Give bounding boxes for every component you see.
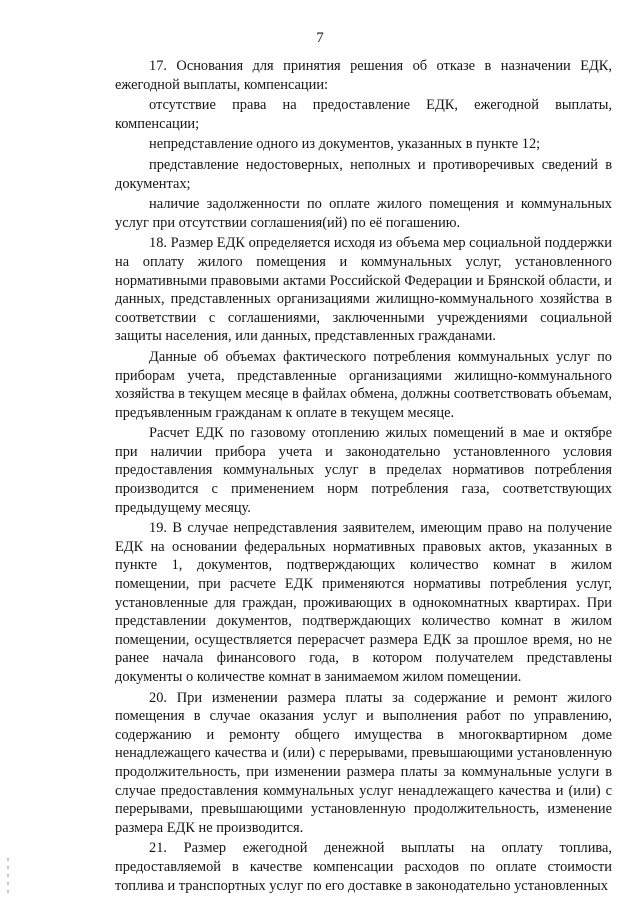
paragraph-18-consumption-data: Данные об объемах фактического потребления коммунальных услуг по приборам учета, представленные организациями жилищно-коммунального хозяйства в текущем месяце в файлах обмена, должны соответствовать объемам, предъявленным гражданам к оплате в текущем месяце. bbox=[115, 348, 612, 421]
paragraph-19: 19. В случае непредставления заявителем, имеющим право на получение ЕДК на основании федеральных нормативных правовых актов, указанных в пункте 1, документов, подтверждающих количество комнат в жилом помещении, при расчете ЕДК применяются нормативы потребления услуг, установленные для граждан, проживающих в однокомнатных квартирах. При представлении документов, подтверждающих количество комнат в жилом помещении, осуществляется перерасчет размера ЕДК за прошлое время, но не ранее начала финансового года, в котором получателем представлены документы о количестве комнат в занимаемом жилом помещении. bbox=[115, 520, 612, 685]
paragraph-17-item-1: отсутствие права на предоставление ЕДК, ежегодной выплаты, компенсации; bbox=[115, 97, 612, 132]
body-text bbox=[115, 57, 612, 895]
paragraph-17-item-3: представление недостоверных, неполных и противоречивых сведений в документах; bbox=[115, 156, 612, 192]
page-number: 7 bbox=[316, 30, 324, 46]
paragraph-17-item-4: наличие задолженности по оплате жилого помещения и коммунальных услуг при отсутствии соглашения(ий) по её погашению. bbox=[115, 196, 612, 231]
paragraph-18: 18. Размер ЕДК определяется исходя из объема мер социальной поддержки на оплату жилого помещения и коммунальных услуг, установленного нормативными правовыми актами Российской Федерации и Брянской области, и данных, представленных организациями жилищно-коммунального хозяйства в соответствии с соглашениями, заключенными учреждениями социальной защиты населения, или данных, представленных гражданами. bbox=[115, 235, 612, 345]
paragraph-20: 20. При изменении размера платы за содержание и ремонт жилого помещения в случае оказания услуг и выполнения работ по управлению, содержанию и ремонту общего имущества в многоквартирном доме ненадлежащего качества и (или) с перерывами, превышающими установленную продолжительность, при изменении размера платы за коммунальные услуги в случае предоставления коммунальных услуг ненадлежащего качества и (или) с перерывами, превышающими установленную продолжительность, изменение размера ЕДК не производится. bbox=[115, 689, 612, 836]
paragraph-18-gas-heating: Расчет ЕДК по газовому отоплению жилых помещений в мае и октябре при наличии прибора учета и законодательно установленного условия предоставления коммунальных услуг в пределах нормативов потребления производится с применением норм потребления газа, соответствующих предыдущему месяцу. bbox=[115, 425, 612, 516]
paragraph-17: 17. Основания для принятия решения об отказе в назначении ЕДК, ежегодной выплаты, компенсации: bbox=[115, 58, 612, 93]
paragraph-21: 21. Размер ежегодной денежной выплаты на оплату топлива, предоставляемой в качестве компенсации расходов по оплате стоимости топлива и транспортных услуг по его доставке в законодательно установленных bbox=[115, 840, 612, 894]
scan-edge-marks bbox=[7, 858, 9, 898]
paragraph-17-item-2: непредставление одного из документов, указанных в пункте 12; bbox=[149, 136, 541, 153]
